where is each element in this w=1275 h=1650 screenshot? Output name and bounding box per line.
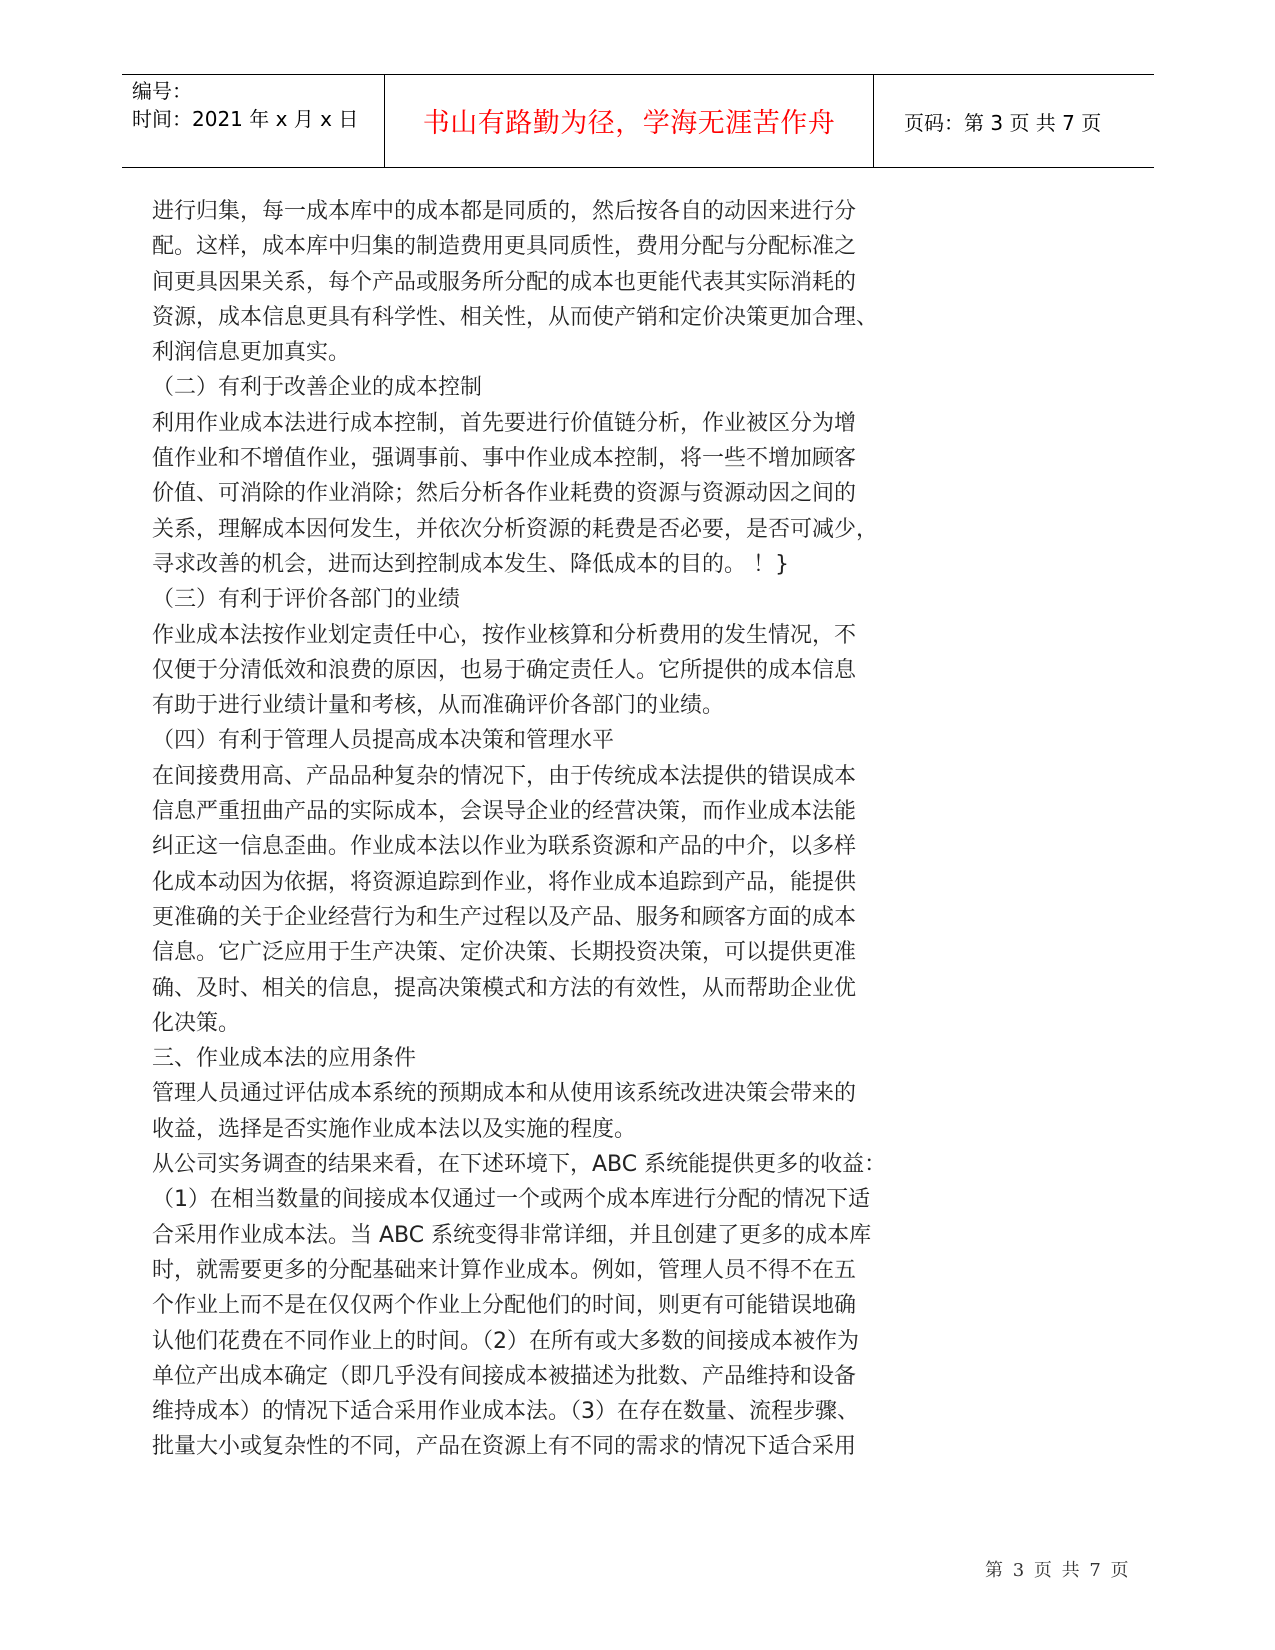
text-line: 进行归集，每一成本库中的成本都是同质的，然后按各自的动因来进行分: [152, 199, 857, 224]
text-line: 维持成本）的情况下适合采用作业成本法。（3）在存在数量、流程步骤、: [152, 1399, 859, 1425]
text-line: 值作业和不增值作业，强调事前、事中作业成本控制，将一些不增加顾客: [152, 446, 857, 472]
text-line: 认他们花费在不同作业上的时间。（2）在所有或大多数的间接成本被作为: [152, 1328, 859, 1354]
text-line: 关系，理解成本因何发生，并依次分析资源的耗费是否必要，是否可减少，: [152, 516, 879, 542]
text-line: 作业成本法按作业划定责任中心，按作业核算和分析费用的发生情况，不: [152, 622, 857, 648]
header-meta: [122, 75, 382, 167]
text-line: 个作业上而不是在仅仅两个作业上分配他们的时间，则更有可能错误地确: [152, 1293, 857, 1319]
text-line: （1）在相当数量的间接成本仅通过一个或两个成本库进行分配的情况下适: [152, 1187, 870, 1213]
section-heading: （四）有利于管理人员提高成本决策和管理水平: [152, 728, 615, 754]
text-line: 价值、可消除的作业消除；然后分析各作业耗费的资源与资源动因之间的: [152, 481, 857, 507]
date-label: 时间：2021 年 x 月 x 日: [132, 107, 359, 131]
text-line: 利润信息更加真实。: [152, 340, 351, 366]
text-line: 有助于进行业绩计量和考核，从而准确评价各部门的业绩。: [152, 693, 725, 719]
text-line: 纠正这一信息歪曲。作业成本法以作业为联系资源和产品的中介，以多样: [152, 834, 857, 860]
page-footer: 第 3 页 共 7 页: [985, 1560, 1131, 1581]
text-line: 时，就需要更多的分配基础来计算作业成本。例如，管理人员不得不在五: [152, 1257, 857, 1283]
text-line: 合采用作业成本法。当 ABC 系统变得非常详细，并且创建了更多的成本库: [152, 1222, 872, 1248]
text-line: 化决策。: [152, 1010, 241, 1036]
text-line: 信息。它广泛应用于生产决策、定价决策、长期投资决策，可以提供更准: [152, 940, 857, 966]
text-line: 批量大小或复杂性的不同，产品在资源上有不同的需求的情况下适合采用: [152, 1434, 857, 1460]
section-heading: （二）有利于改善企业的成本控制: [152, 375, 483, 401]
section-heading: （三）有利于评价各部门的业绩: [152, 587, 461, 613]
text-line: 资源，成本信息更具有科学性、相关性，从而使产销和定价决策更加合理、: [152, 304, 879, 330]
text-line: 间更具因果关系，每个产品或服务所分配的成本也更能代表其实际消耗的: [152, 269, 857, 295]
motto: 书山有路勤为径，学海无涯苦作舟: [422, 108, 836, 139]
header-page-cell: [874, 75, 1154, 167]
document-body: [152, 194, 972, 1465]
text-line: 利用作业成本法进行成本控制，首先要进行价值链分析，作业被区分为增: [152, 410, 857, 436]
text-line: 仅便于分清低效和浪费的原因，也易于确定责任人。它所提供的成本信息: [152, 657, 857, 683]
text-line: 寻求改善的机会，进而达到控制成本发生、降低成本的目的。 ！}: [152, 551, 789, 577]
number-label: 编号：: [132, 79, 192, 103]
text-line: 配。这样，成本库中归集的制造费用更具同质性，费用分配与分配标准之: [152, 234, 857, 260]
document-header: [122, 74, 1154, 168]
text-line: 收益，选择是否实施作业成本法以及实施的程度。: [152, 1116, 637, 1142]
text-line: 更准确的关于企业经营行为和生产过程以及产品、服务和顾客方面的成本: [152, 904, 857, 930]
header-motto-cell: [384, 75, 874, 167]
text-line: 管理人员通过评估成本系统的预期成本和从使用该系统改进决策会带来的: [152, 1081, 857, 1107]
text-line: 从公司实务调查的结果来看，在下述环境下，ABC 系统能提供更多的收益：: [152, 1152, 887, 1178]
text-line: 化成本动因为依据，将资源追踪到作业，将作业成本追踪到产品，能提供: [152, 869, 857, 895]
text-line: 单位产出成本确定（即几乎没有间接成本被描述为批数、产品维持和设备: [152, 1363, 857, 1389]
text-line: 在间接费用高、产品品种复杂的情况下，由于传统成本法提供的错误成本: [152, 763, 857, 789]
page-code: 页码：第 3 页 共 7 页: [904, 111, 1102, 135]
section-heading: 三、作业成本法的应用条件: [152, 1046, 417, 1072]
text-line: 信息严重扭曲产品的实际成本，会误导企业的经营决策，而作业成本法能: [152, 799, 857, 825]
text-line: 确、及时、相关的信息，提高决策模式和方法的有效性，从而帮助企业优: [152, 975, 857, 1001]
